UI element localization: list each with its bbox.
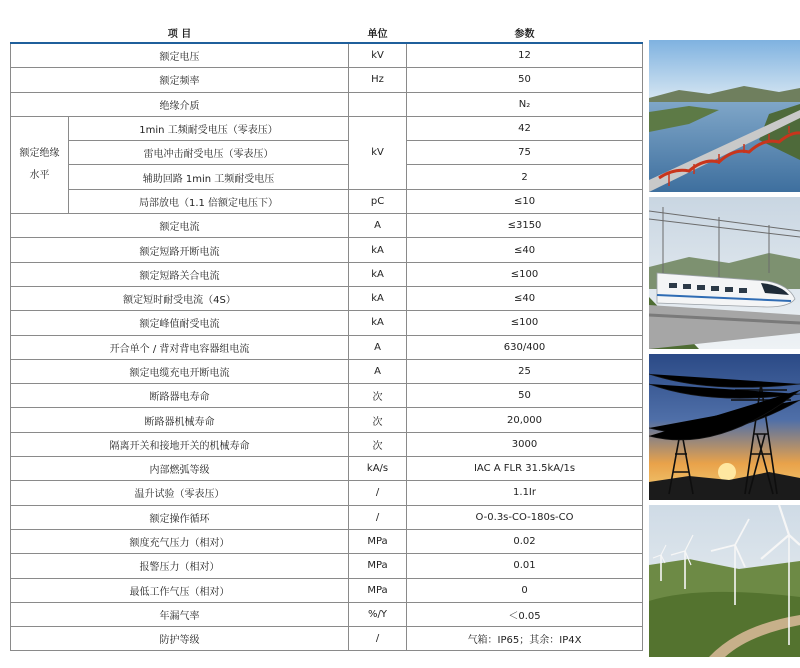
row-item: 1min 工频耐受电压（零表压） <box>69 116 349 140</box>
row-value: 75 <box>407 141 643 165</box>
table-row <box>11 432 643 456</box>
row-value: 2 <box>407 165 643 189</box>
row-unit: kA <box>349 311 407 335</box>
row-item: 防护等级 <box>11 627 349 651</box>
table-row <box>11 68 643 92</box>
row-item: 绝缘介质 <box>11 92 349 116</box>
bridge-photo <box>649 40 800 192</box>
row-item: 额定操作循环 <box>11 505 349 529</box>
row-unit: kA <box>349 286 407 310</box>
row-value: 50 <box>407 384 643 408</box>
table-row <box>11 602 643 626</box>
row-unit: MPa <box>349 578 407 602</box>
row-unit: kA/s <box>349 457 407 481</box>
row-item: 断路器电寿命 <box>11 384 349 408</box>
table-row <box>11 457 643 481</box>
row-item: 额定电缆充电开断电流 <box>11 359 349 383</box>
row-item: 额定电流 <box>11 214 349 238</box>
row-item: 辅助回路 1min 工频耐受电压 <box>69 165 349 189</box>
row-item: 额定电压 <box>11 43 349 68</box>
header-item: 项 目 <box>167 28 192 40</box>
table-row <box>11 359 643 383</box>
table-row <box>11 43 643 68</box>
row-item: 最低工作气压（相对） <box>11 578 349 602</box>
table-row <box>11 141 643 165</box>
table-row <box>11 262 643 286</box>
table-header-row <box>11 22 643 43</box>
row-unit: A <box>349 214 407 238</box>
row-value: 25 <box>407 359 643 383</box>
row-value: ＜0.05 <box>407 602 643 626</box>
row-value: ≤3150 <box>407 214 643 238</box>
row-value: ≤100 <box>407 262 643 286</box>
table-row <box>11 578 643 602</box>
row-item: 年漏气率 <box>11 602 349 626</box>
table-row <box>11 286 643 310</box>
table-row <box>11 238 643 262</box>
row-value: 630/400 <box>407 335 643 359</box>
row-item: 局部放电（1.1 倍额定电压下） <box>69 189 349 213</box>
table-row <box>11 116 643 140</box>
row-value: 1.1Ir <box>407 481 643 505</box>
row-item: 额度充气压力（相对） <box>11 529 349 553</box>
row-value: 20,000 <box>407 408 643 432</box>
row-item: 温升试验（零表压） <box>11 481 349 505</box>
table-row <box>11 214 643 238</box>
row-item: 额定频率 <box>11 68 349 92</box>
table-row <box>11 384 643 408</box>
transmission-towers-photo <box>649 354 800 500</box>
row-item: 额定峰值耐受电流 <box>11 311 349 335</box>
row-unit: / <box>349 481 407 505</box>
train-photo <box>649 197 800 349</box>
row-value: N₂ <box>407 92 643 116</box>
row-unit: 次 <box>349 408 407 432</box>
row-unit: 次 <box>349 432 407 456</box>
header-unit: 单位 <box>367 28 388 40</box>
table-row <box>11 481 643 505</box>
table-row <box>11 529 643 553</box>
spec-table <box>10 22 643 651</box>
row-unit: kV <box>349 116 407 189</box>
row-item: 雷电冲击耐受电压（零表压） <box>69 141 349 165</box>
row-unit: A <box>349 359 407 383</box>
row-item: 报警压力（相对） <box>11 554 349 578</box>
table-row <box>11 311 643 335</box>
row-unit: MPa <box>349 529 407 553</box>
row-value: 42 <box>407 116 643 140</box>
table-row <box>11 165 643 189</box>
table-row <box>11 505 643 529</box>
row-item: 内部燃弧等级 <box>11 457 349 481</box>
insulation-group-label: 额定绝缘水平 <box>11 116 69 213</box>
table-row <box>11 554 643 578</box>
row-value: ≤40 <box>407 286 643 310</box>
row-unit: / <box>349 505 407 529</box>
row-item: 开合单个 / 背对背电容器组电流 <box>11 335 349 359</box>
row-unit: kV <box>349 43 407 68</box>
row-value: 3000 <box>407 432 643 456</box>
row-value: 0.02 <box>407 529 643 553</box>
row-unit: / <box>349 627 407 651</box>
table-row <box>11 627 643 651</box>
header-param: 参数 <box>514 28 535 40</box>
row-value: ≤40 <box>407 238 643 262</box>
table-row <box>11 408 643 432</box>
row-value: 0 <box>407 578 643 602</box>
table-row <box>11 335 643 359</box>
row-item: 额定短路关合电流 <box>11 262 349 286</box>
row-item: 断路器机械寿命 <box>11 408 349 432</box>
row-item: 额定短路开断电流 <box>11 238 349 262</box>
table-row <box>11 189 643 213</box>
row-unit: %/Y <box>349 602 407 626</box>
row-value: ≤10 <box>407 189 643 213</box>
wind-turbines-photo <box>649 505 800 657</box>
row-value: ≤100 <box>407 311 643 335</box>
row-value: O-0.3s-CO-180s-CO <box>407 505 643 529</box>
row-value: 50 <box>407 68 643 92</box>
row-unit: MPa <box>349 554 407 578</box>
row-unit: pC <box>349 189 407 213</box>
row-unit: 次 <box>349 384 407 408</box>
row-value: 12 <box>407 43 643 68</box>
table-row <box>11 92 643 116</box>
photo-column <box>649 40 800 657</box>
row-value: 气箱：IP65；其余：IP4X <box>407 627 643 651</box>
row-item: 额定短时耐受电流（4S） <box>11 286 349 310</box>
row-value: 0.01 <box>407 554 643 578</box>
row-unit <box>349 92 407 116</box>
row-unit: kA <box>349 238 407 262</box>
row-item: 隔离开关和接地开关的机械寿命 <box>11 432 349 456</box>
row-unit: Hz <box>349 68 407 92</box>
row-unit: kA <box>349 262 407 286</box>
row-unit: A <box>349 335 407 359</box>
row-value: IAC A FLR 31.5kA/1s <box>407 457 643 481</box>
